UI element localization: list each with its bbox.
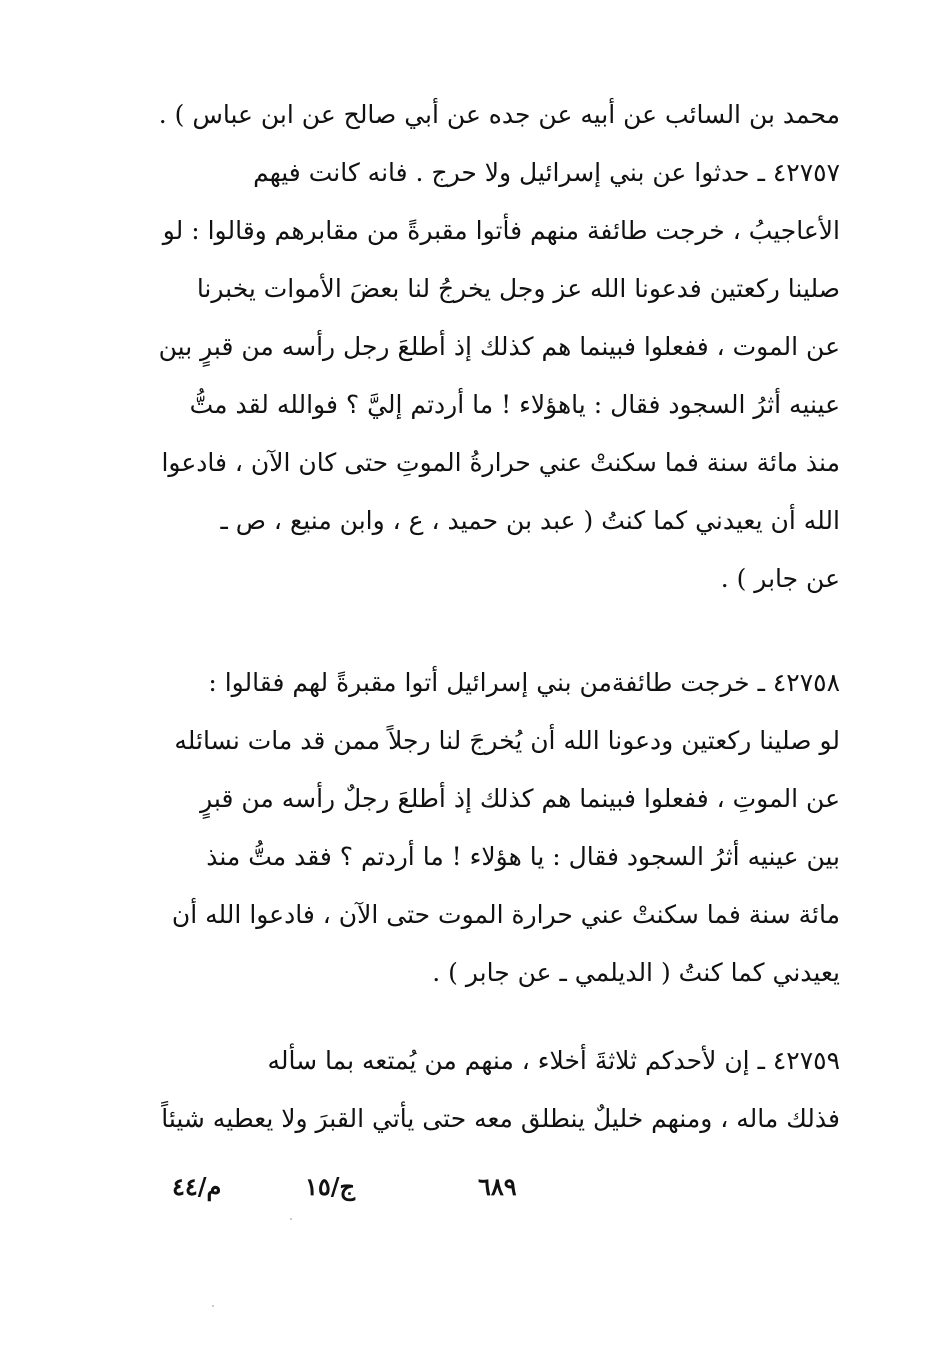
text-line: الله أن يعيدني كما كنتُ ( عبد بن حميد ، ع ، وابن منيع ، ص ـ [220, 506, 840, 535]
hadith-block-42758 [145, 654, 840, 1002]
text-line: عن الموت ، ففعلوا فبينما هم كذلك إذ أطلعَ رجل رأسه من قبرٍ بين [158, 332, 840, 361]
page-footer [0, 1172, 927, 1212]
volume-marker: ج/١٥ [305, 1172, 356, 1201]
hadith-block-42757 [145, 86, 840, 608]
text-line: ٤٢٧٥٨ ـ خرجت طائفةمن بني إسرائيل أتوا مقبرةً لهم فقالوا : [208, 668, 840, 697]
text-line: عن جابر ) . [720, 564, 840, 593]
manuscript-marker: م/٤٤ [172, 1172, 222, 1201]
text-line: صلينا ركعتين فدعونا الله عز وجل يخرجُ لنا بعضَ الأموات يخبرنا [196, 274, 840, 303]
text-line: يعيدني كما كنتُ ( الديلمي ـ عن جابر ) . [432, 958, 840, 987]
text-line: عن الموتِ ، ففعلوا فبينما هم كذلك إذ أطلعَ رجلٌ رأسه من قبرٍ [200, 784, 840, 813]
text-line: ٤٢٧٥٧ ـ حدثوا عن بني إسرائيل ولا حرج . فانه كانت فيهم [253, 158, 840, 187]
page-number: ٦٨٩ [478, 1172, 517, 1201]
text-line: ٤٢٧٥٩ ـ إن لأحدكم ثلاثةَ أخلاء ، منهم من يُمتعه بما سأله [267, 1046, 840, 1075]
scan-speck [290, 1218, 292, 1220]
text-line: منذ مائة سنة فما سكنتْ عني حرارةُ الموتِ حتى كان الآن ، فادعوا [161, 448, 840, 477]
text-line: لو صلينا ركعتين ودعونا الله أن يُخرجَ لنا رجلاً ممن قد مات نسائله [174, 726, 840, 755]
text-line: عينيه أثرُ السجود فقال : ياهؤلاء ! ما أردتم إليَّ ؟ فوالله لقد متُّ [189, 390, 840, 419]
text-line: مائة سنة فما سكنتْ عني حرارة الموت حتى الآن ، فادعوا الله أن [171, 900, 840, 929]
text-line: بين عينيه أثرُ السجود فقال : يا هؤلاء ! ما أردتم ؟ فقد متُّ منذ [206, 842, 840, 871]
hadith-block-42759 [145, 1032, 840, 1148]
text-line: فذلك ماله ، ومنهم خليلٌ ينطلق معه حتى يأتي القبرَ ولا يعطيه شيئاً [161, 1104, 840, 1133]
scan-speck [212, 1305, 214, 1307]
text-line: محمد بن السائب عن أبيه عن جده عن أبي صالح عن ابن عباس ) . [158, 100, 840, 129]
text-line: الأعاجيبُ ، خرجت طائفة منهم فأتوا مقبرةً من مقابرهم وقالوا : لو [162, 216, 840, 245]
